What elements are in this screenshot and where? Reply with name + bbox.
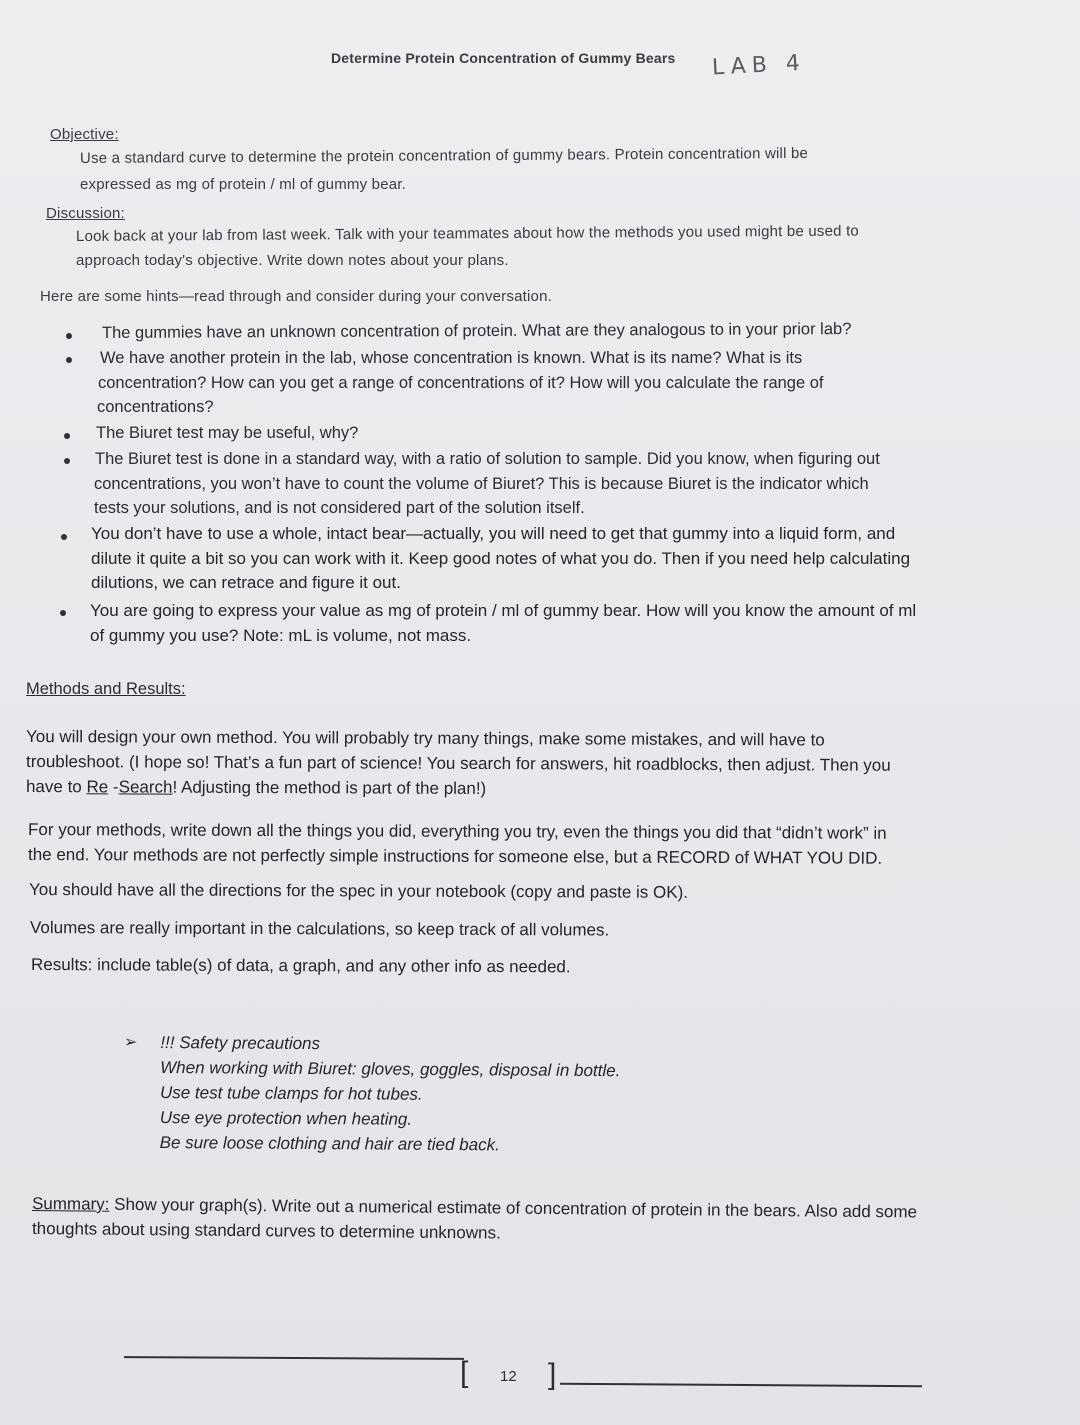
hint-5-line-1: You don’t have to use a whole, intact bear—actually, you will need to get that gummy into a liquid form, and	[91, 524, 896, 543]
hint-5-line-2: dilute it quite a bit so you can work with it. Keep good notes of what you do. Then if you need help calculating	[91, 549, 911, 568]
bullet-icon	[66, 357, 72, 363]
objective-line-2: expressed as mg of protein / ml of gummy bear.	[80, 176, 407, 193]
methods-para5: Results: include table(s) of data, a graph, and any other info as needed.	[30, 955, 571, 977]
methods-para1-line-1: You will design your own method. You will probably try many things, make some mistakes, and will have to	[25, 727, 825, 750]
summary-line-2: thoughts about using standard curves to determine unknowns.	[31, 1219, 501, 1243]
objective-line-1: Use a standard curve to determine the protein concentration of gummy bears. Protein concentration will be	[79, 144, 809, 167]
right-bracket-icon: ]	[548, 1358, 557, 1391]
bullet-icon	[66, 333, 72, 339]
discussion-line-1: Look back at your lab from last week. Talk with your teammates about how the methods you used might be used to	[75, 222, 860, 245]
methods-para1-post: ! Adjusting the method is part of the plan!)	[172, 777, 487, 799]
safety-line-3: Use eye protection when heating.	[159, 1107, 413, 1129]
safety-line-2: Use test tube clamps for hot tubes.	[159, 1083, 423, 1104]
bullet-icon	[60, 610, 66, 616]
summary-heading: Summary:	[31, 1194, 110, 1214]
bullet-icon	[61, 534, 67, 540]
page-title: Determine Protein Concentration of Gummy Bears	[331, 50, 676, 66]
hint-4-line-3: tests your solutions, and is not considered part of the solution itself.	[94, 499, 585, 517]
hint-6-line-1: You are going to express your value as mg of protein / ml of gummy bear. How will you know the amount of ml	[90, 601, 917, 620]
discussion-line-2: approach today's objective. Write down notes about your plans.	[76, 252, 509, 269]
handwritten-note: LAB 4	[711, 50, 807, 81]
methods-para1-line-2: troubleshoot. (I hope so! That’s a fun part of science! You search for answers, hit roadblocks, then adjust. Then you	[25, 752, 891, 775]
safety-block	[160, 1030, 621, 1158]
methods-para1-line-3	[26, 777, 486, 799]
hints-intro: Here are some hints—read through and consider during your conversation.	[40, 288, 552, 305]
methods-para1-dash: -	[108, 777, 119, 797]
safety-line-4: Be sure loose clothing and hair are tied back.	[159, 1132, 500, 1155]
hint-5-line-3: dilutions, we can retrace and figure it out.	[91, 573, 401, 592]
summary-line-1	[32, 1194, 917, 1222]
hint-2-line-2: concentration? How can you get a range of concentrations of it? How will you calculate the range of	[98, 374, 824, 392]
bullet-icon	[64, 458, 70, 464]
re-text: Re	[86, 777, 109, 797]
methods-para4: Volumes are really important in the calculations, so keep track of all volumes.	[29, 918, 610, 940]
handwritten-lab-number	[711, 44, 807, 90]
objective-heading: Objective:	[50, 126, 119, 143]
bullet-icon	[64, 433, 70, 439]
hint-1-line-1: The gummies have an unknown concentration of protein. What are they analogous to in your prior lab?	[101, 320, 852, 342]
footer-rule-right	[560, 1383, 922, 1388]
hint-2-line-3: concentrations?	[97, 398, 214, 416]
methods-heading: Methods and Results:	[26, 680, 186, 698]
safety-heading: !!! Safety precautions	[160, 1033, 321, 1054]
hint-3-line-1: The Biuret test may be useful, why?	[96, 424, 359, 442]
methods-para2-line-1: For your methods, write down all the things you did, everything you try, even the things you did that “didn’t work” in	[27, 820, 887, 843]
methods-para3: You should have all the directions for the spec in your notebook (copy and paste is OK).	[28, 880, 689, 902]
summary-text: Show your graph(s). Write out a numerical estimate of concentration of protein in the bears. Also add some	[109, 1194, 918, 1222]
footer-rule-left	[124, 1356, 464, 1360]
arrow-bullet-icon: ➢	[124, 1034, 138, 1051]
hint-4-line-1: The Biuret test is done in a standard way, with a ratio of solution to sample. Did you know, when figuring out	[95, 450, 880, 468]
left-bracket-icon: [	[460, 1356, 469, 1389]
hint-2-line-1: We have another protein in the lab, whose concentration is known. What is its name? What is its	[100, 349, 803, 367]
search-text: Search	[118, 777, 173, 797]
page-number: 12	[500, 1368, 517, 1385]
methods-para2-line-2: the end. Your methods are not perfectly simple instructions for someone else, but a RECORD of WHAT YOU DID.	[27, 845, 883, 868]
hint-4-line-2: concentrations, you won’t have to count the volume of Biuret? This is because Biuret is the indicator which	[94, 475, 869, 493]
discussion-heading: Discussion:	[46, 205, 125, 222]
methods-para1-pre: have to	[25, 777, 87, 797]
safety-line-1: When working with Biuret: gloves, goggles, disposal in bottle.	[160, 1058, 621, 1081]
hint-6-line-2: of gummy you use? Note: mL is volume, not mass.	[90, 626, 472, 645]
